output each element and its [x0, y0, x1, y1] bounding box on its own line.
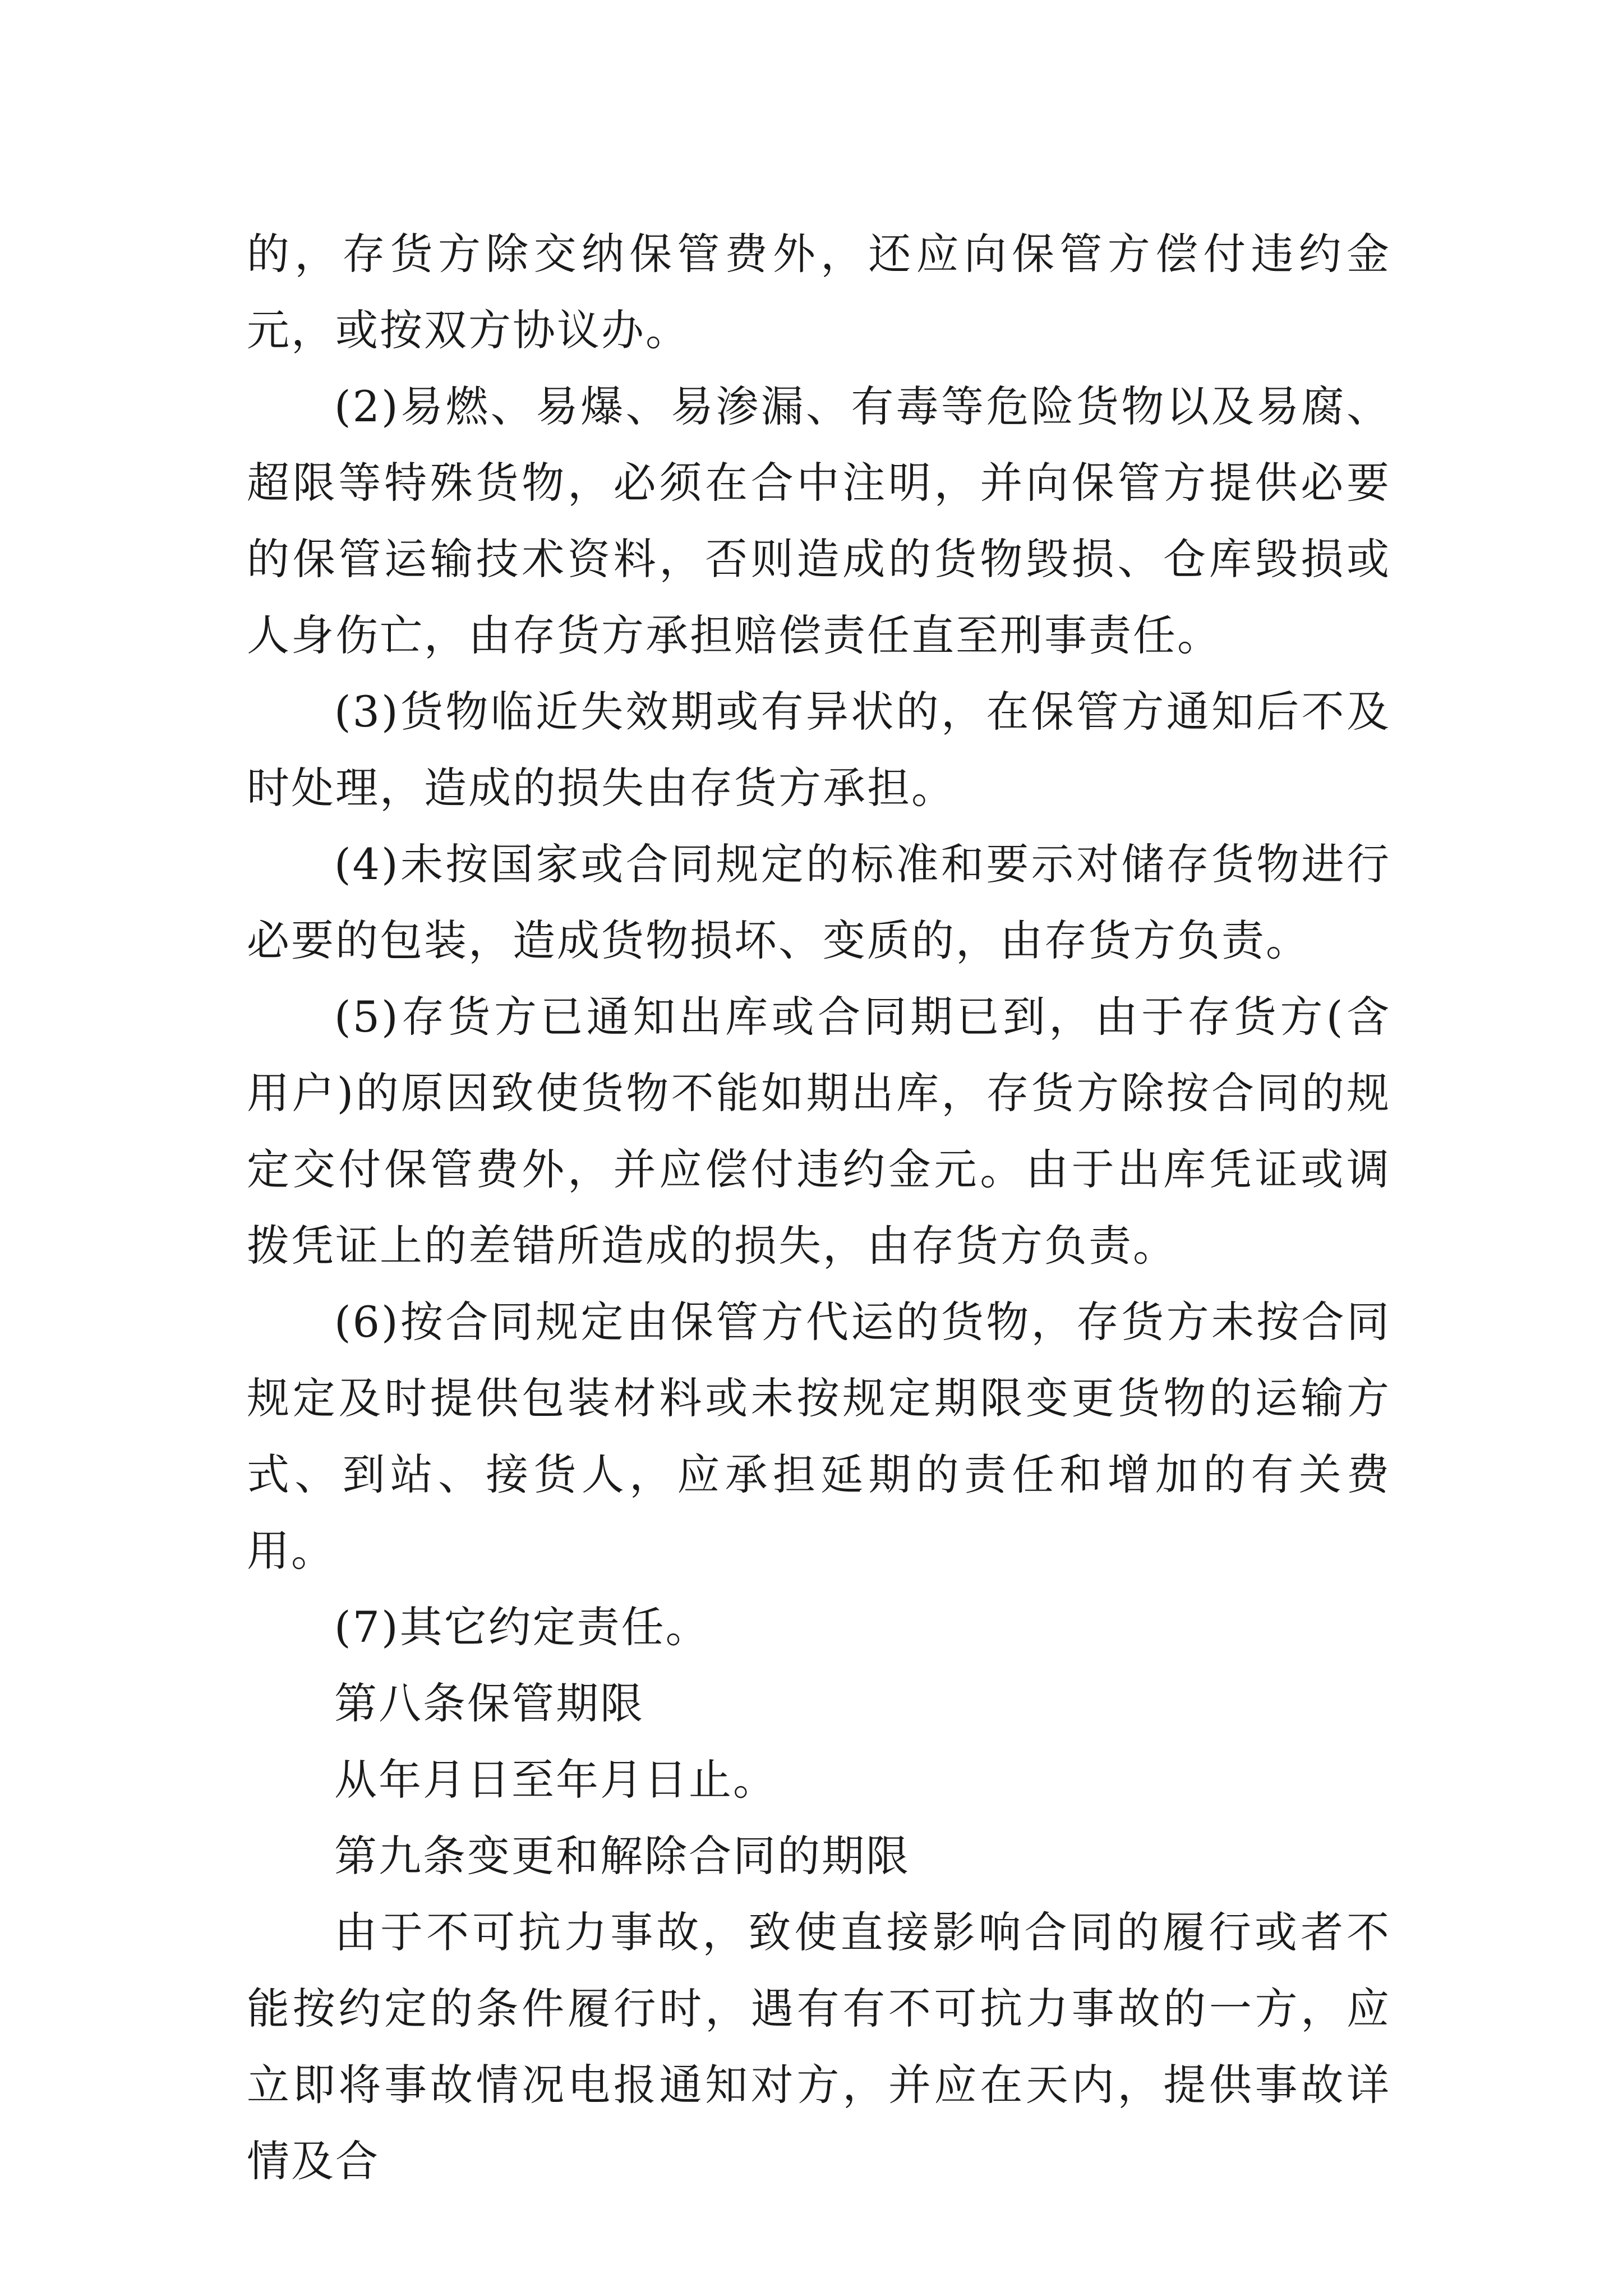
document-body	[247, 216, 1391, 2200]
paragraph-term: 从年月日至年月日止。	[334, 1755, 777, 1805]
paragraph-clause-7: (7)其它约定责任。	[334, 1602, 710, 1652]
article-8-heading: 第八条保管期限	[334, 1678, 644, 1728]
paragraph-force-majeure: 由于不可抗力事故，致使直接影响合同的履行或者不能按约定的条件履行时，遇有有不可抗力事故的一方，应立即将事故情况电报通知对方，并应在天内，提供事故详情及合	[247, 1907, 1391, 2186]
paragraph-clause-4: (4)未按国家或合同规定的标准和要示对储存货物进行必要的包装，造成货物损坏、变质的，由存货方负责。	[247, 839, 1391, 965]
paragraph-continuation: 的，存货方除交纳保管费外，还应向保管方偿付违约金元，或按双方协议办。	[247, 229, 1391, 355]
paragraph-clause-3: (3)货物临近失效期或有异状的，在保管方通知后不及时处理，造成的损失由存货方承担。	[247, 687, 1391, 813]
paragraph-clause-6: (6)按合同规定由保管方代运的货物，存货方未按合同规定及时提供包装材料或未按规定期限变更货物的运输方式、到站、接货人，应承担延期的责任和增加的有关费用。	[247, 1297, 1391, 1576]
paragraph-clause-2: (2)易燃、易爆、易渗漏、有毒等危险货物以及易腐、超限等特殊货物，必须在合中注明，并向保管方提供必要的保管运输技术资料，否则造成的货物毁损、仓库毁损或人身伤亡，由存货方承担赔偿责任直至刑事责任。	[247, 381, 1391, 660]
article-9-heading: 第九条变更和解除合同的期限	[334, 1831, 910, 1881]
paragraph-clause-5: (5)存货方已通知出库或合同期已到，由于存货方(含用户)的原因致使货物不能如期出库，存货方除按合同的规定交付保管费外，并应偿付违约金元。由于出库凭证或调拨凭证上的差错所造成的损失，由存货方负责。	[247, 992, 1391, 1271]
